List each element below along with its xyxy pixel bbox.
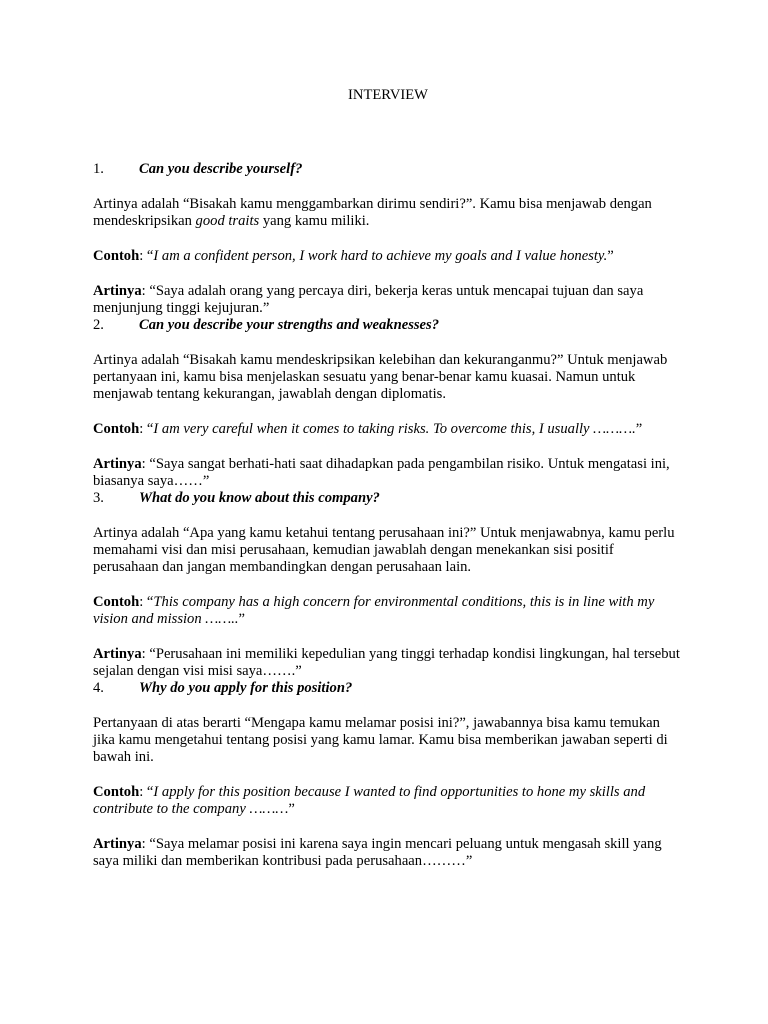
example-text: I apply for this position because I wanted to find opportunities to hone my skills and contribute to the company ……… bbox=[93, 784, 646, 817]
explanation-paragraph bbox=[93, 525, 683, 576]
meaning-paragraph bbox=[93, 836, 683, 870]
question-number: 4. bbox=[93, 680, 104, 696]
question-section-2 bbox=[93, 317, 683, 490]
explanation-text: Pertanyaan di atas berarti “Mengapa kamu melamar posisi ini?”, jawabannya bisa kamu temukan jika kamu mengetahui tentang posisi yang kamu lamar. Kamu bisa memberikan jawaban seperti di bawah ini. bbox=[93, 715, 668, 765]
explanation-paragraph bbox=[93, 352, 683, 403]
example-open-quote: : “ bbox=[139, 784, 154, 800]
question-section-1 bbox=[93, 161, 683, 317]
meaning-label: Artinya bbox=[93, 456, 142, 472]
example-paragraph bbox=[93, 784, 683, 818]
question-section-3 bbox=[93, 490, 683, 680]
document-title: INTERVIEW bbox=[348, 87, 428, 103]
meaning-text: : “Saya adalah orang yang percaya diri, bekerja keras untuk mencapai tujuan dan saya menjunjung tinggi kejujuran.” bbox=[93, 283, 644, 316]
meaning-paragraph bbox=[93, 283, 683, 317]
meaning-text: : “Saya sangat berhati-hati saat dihadapkan pada pengambilan risiko. Untuk mengatasi ini, biasanya saya……” bbox=[93, 456, 670, 489]
question-heading bbox=[93, 161, 683, 178]
meaning-paragraph bbox=[93, 646, 683, 680]
example-label: Contoh bbox=[93, 421, 140, 437]
meaning-text: : “Perusahaan ini memiliki kepedulian yang tinggi terhadap kondisi lingkungan, hal tersebut sejalan dengan visi misi saya…….” bbox=[93, 646, 680, 679]
example-paragraph bbox=[93, 421, 683, 438]
question-number: 2. bbox=[93, 317, 104, 333]
explanation-text: Artinya adalah “Bisakah kamu mendeskripsikan kelebihan dan kekuranganmu?” Untuk menjawab pertanyaan ini, kamu bisa menjelaskan sesuatu yang benar-benar kamu kuasai. Namun untuk menjawab tentang kekurangan, jawablah dengan diplomatis. bbox=[93, 352, 668, 402]
question-heading bbox=[93, 490, 683, 507]
example-close-quote: ” bbox=[607, 248, 614, 264]
question-section-4 bbox=[93, 680, 683, 870]
explanation-italic-text: good traits bbox=[195, 213, 260, 229]
example-label: Contoh bbox=[93, 784, 140, 800]
example-text: I am a confident person, I work hard to achieve my goals and I value honesty. bbox=[153, 248, 608, 264]
question-number: 3. bbox=[93, 490, 104, 506]
question-heading bbox=[93, 680, 683, 697]
example-label: Contoh bbox=[93, 248, 140, 264]
meaning-label: Artinya bbox=[93, 283, 142, 299]
example-paragraph bbox=[93, 594, 683, 628]
example-close-quote: ” bbox=[238, 611, 246, 627]
meaning-text: : “Saya melamar posisi ini karena saya ingin mencari peluang untuk mengasah skill yang saya miliki dan memberikan kontribusi pada perusahaan………” bbox=[93, 836, 662, 869]
example-open-quote: : “ bbox=[139, 248, 154, 264]
meaning-label: Artinya bbox=[93, 836, 142, 852]
question-heading bbox=[93, 317, 683, 334]
example-text: I am very careful when it comes to taking risks. To overcome this, I usually ………. bbox=[153, 421, 636, 437]
example-close-quote: ” bbox=[635, 421, 643, 437]
explanation-text-end: yang kamu miliki. bbox=[259, 213, 370, 229]
example-paragraph bbox=[93, 248, 683, 265]
question-number: 1. bbox=[93, 161, 104, 177]
explanation-text: Artinya adalah “Apa yang kamu ketahui tentang perusahaan ini?” Untuk menjawabnya, kamu perlu memahami visi dan misi perusahaan, kemudian jawablah dengan menekankan sisi positif perusahaan dan jangan membandingkan dengan perusahaan lain. bbox=[93, 525, 675, 575]
explanation-paragraph bbox=[93, 715, 683, 766]
document-page bbox=[93, 87, 683, 870]
example-open-quote: : “ bbox=[139, 421, 154, 437]
explanation-paragraph bbox=[93, 196, 683, 230]
question-text: Why do you apply for this position? bbox=[139, 680, 353, 696]
question-text: Can you describe your strengths and weaknesses? bbox=[139, 317, 440, 333]
example-open-quote: : “ bbox=[139, 594, 154, 610]
question-text: Can you describe yourself? bbox=[139, 161, 303, 177]
explanation-text: Artinya adalah “Bisakah kamu menggambarkan dirimu sendiri?”. Kamu bisa menjawab dengan mendeskripsikan bbox=[93, 196, 652, 229]
example-label: Contoh bbox=[93, 594, 140, 610]
question-text: What do you know about this company? bbox=[139, 490, 380, 506]
meaning-label: Artinya bbox=[93, 646, 142, 662]
example-close-quote: ” bbox=[288, 801, 295, 817]
meaning-paragraph bbox=[93, 456, 683, 490]
example-text: This company has a high concern for environmental conditions, this is in line with my vision and mission …….. bbox=[93, 594, 655, 627]
